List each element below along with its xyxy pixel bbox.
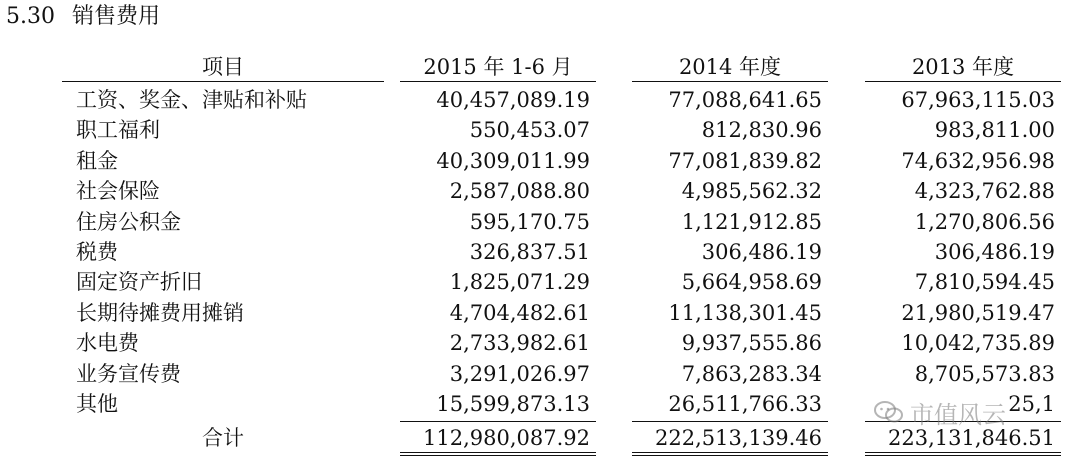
row-item-label: 其他 (76, 392, 118, 416)
row-value-2013: 25,1 (1008, 392, 1055, 416)
row-value-2013: 21,980,519.47 (901, 301, 1055, 325)
row-value-2015h1: 2,587,088.80 (449, 179, 590, 203)
total-rule-2014 (632, 421, 828, 422)
row-value-2015h1: 595,170.75 (469, 210, 590, 234)
row-item-label: 业务宣传费 (76, 362, 181, 386)
watermark (874, 396, 1074, 428)
double-rule-2013-a (865, 452, 1061, 453)
row-value-2014: 5,664,958.69 (681, 270, 822, 294)
row-value-2015h1: 3,291,026.97 (449, 362, 590, 386)
row-value-2013: 4,323,762.88 (914, 179, 1055, 203)
row-value-2013: 7,810,594.45 (914, 270, 1055, 294)
watermark-text: 市值风云 (910, 400, 1006, 429)
row-value-2014: 7,863,283.34 (681, 362, 822, 386)
double-rule-2014-b (632, 455, 828, 456)
section-heading (6, 0, 160, 34)
row-value-2013: 74,632,956.98 (901, 149, 1055, 173)
row-item-label: 社会保险 (76, 179, 160, 203)
row-value-2013: 983,811.00 (934, 118, 1055, 142)
column-header-2014: 2014 年度 (678, 55, 782, 79)
row-value-2015h1: 40,309,011.99 (436, 149, 590, 173)
column-header-2013: 2013 年度 (911, 55, 1015, 79)
row-value-2013: 1,270,806.56 (914, 210, 1055, 234)
total-2013: 223,131,846.51 (888, 426, 1055, 450)
row-item-label: 长期待摊费用摊销 (76, 301, 244, 325)
row-value-2015h1: 40,457,089.19 (436, 88, 590, 112)
row-item-label: 税费 (76, 240, 118, 264)
row-value-2015h1: 15,599,873.13 (436, 392, 590, 416)
row-item-label: 租金 (76, 149, 118, 173)
row-value-2013: 8,705,573.83 (914, 362, 1055, 386)
total-2014: 222,513,139.46 (655, 426, 822, 450)
total-label: 合计 (202, 426, 244, 450)
double-rule-2014-a (632, 452, 828, 453)
row-value-2014: 306,486.19 (701, 240, 822, 264)
row-value-2015h1: 550,453.07 (469, 118, 590, 142)
row-value-2014: 26,511,766.33 (668, 392, 822, 416)
row-value-2014: 77,081,839.82 (668, 149, 822, 173)
total-2015h1: 112,980,087.92 (423, 426, 590, 450)
total-rule-2015 (400, 421, 596, 422)
section-number: 5.30 (6, 4, 55, 29)
row-value-2015h1: 326,837.51 (469, 240, 590, 264)
row-value-2014: 9,937,555.86 (681, 331, 822, 355)
column-header-item: 项目 (202, 55, 244, 79)
row-value-2014: 1,121,912.85 (681, 210, 822, 234)
row-value-2014: 812,830.96 (701, 118, 822, 142)
row-value-2013: 67,963,115.03 (901, 88, 1055, 112)
double-rule-2015-a (400, 452, 596, 453)
row-value-2015h1: 1,825,071.29 (449, 270, 590, 294)
row-value-2015h1: 4,704,482.61 (449, 301, 590, 325)
column-header-2015h1: 2015 年 1-6 月 (423, 55, 573, 79)
section-title: 销售费用 (72, 4, 161, 29)
row-value-2014: 4,985,562.32 (681, 179, 822, 203)
row-item-label: 职工福利 (76, 118, 160, 142)
double-rule-2013-b (865, 455, 1061, 456)
row-value-2013: 10,042,735.89 (901, 331, 1055, 355)
double-rule-2015-b (400, 455, 596, 456)
row-value-2013: 306,486.19 (934, 240, 1055, 264)
row-item-label: 住房公积金 (76, 210, 181, 234)
row-value-2015h1: 2,733,982.61 (449, 331, 590, 355)
row-value-2014: 77,088,641.65 (668, 88, 822, 112)
row-item-label: 水电费 (76, 331, 139, 355)
wechat-icon (874, 400, 904, 424)
row-item-label: 固定资产折旧 (76, 270, 202, 294)
row-value-2014: 11,138,301.45 (668, 301, 822, 325)
row-item-label: 工资、奖金、津贴和补贴 (76, 88, 307, 112)
